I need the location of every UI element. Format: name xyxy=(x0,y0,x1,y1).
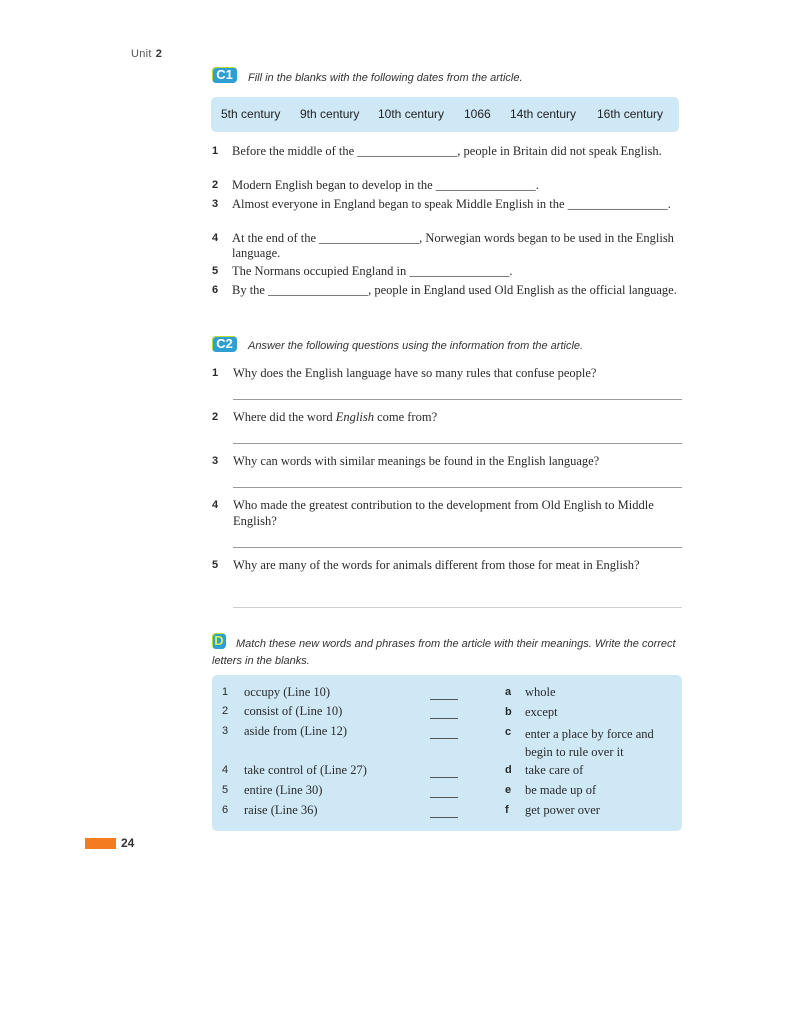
answer-blank-1[interactable] xyxy=(430,699,458,700)
item-text: The Normans occupied England in ________________. xyxy=(232,264,513,278)
c1-item-5 xyxy=(212,264,680,279)
c2-question-3 xyxy=(212,453,682,469)
unit-label: Unit 2 xyxy=(131,48,163,60)
c2-question-4 xyxy=(212,497,682,529)
item-number: 4 xyxy=(212,232,219,244)
word-number: 6 xyxy=(222,804,229,816)
meaning-text: whole xyxy=(525,685,556,699)
section-c2-badge: C2 xyxy=(212,336,237,352)
item-number: 2 xyxy=(212,179,219,191)
meaning-text: take care of xyxy=(525,763,584,777)
meaning-text: except xyxy=(525,705,558,719)
c1-item-4 xyxy=(212,231,680,261)
word-bank-item: 1066 xyxy=(464,107,491,121)
word-number: 2 xyxy=(222,705,229,717)
item-number: 2 xyxy=(212,411,219,423)
page-number: 24 xyxy=(121,836,135,850)
meaning-letter: e xyxy=(505,784,512,796)
item-number: 3 xyxy=(212,455,219,467)
page-accent-bar xyxy=(85,838,116,849)
item-text: At the end of the ________________, Norwegian words began to be used in the English language. xyxy=(232,231,674,260)
item-number: 1 xyxy=(212,367,219,379)
answer-blank-6[interactable] xyxy=(430,817,458,818)
answer-line-5[interactable] xyxy=(233,607,682,608)
question-text: Why does the English language have so many rules that confuse people? xyxy=(233,366,597,380)
answer-line-2[interactable] xyxy=(233,443,682,444)
word-number: 3 xyxy=(222,725,229,737)
item-number: 4 xyxy=(212,499,219,511)
meaning-letter: d xyxy=(505,764,512,776)
item-number: 3 xyxy=(212,198,219,210)
meaning-letter: c xyxy=(505,726,512,738)
item-text: Almost everyone in England began to speak Middle English in the ________________. xyxy=(232,197,671,211)
meaning-letter: a xyxy=(505,686,512,698)
c2-question-5 xyxy=(212,557,682,573)
question-text: Why can words with similar meanings be found in the English language? xyxy=(233,454,600,468)
c1-item-6 xyxy=(212,283,680,298)
answer-blank-5[interactable] xyxy=(430,797,458,798)
word-bank-item: 9th century xyxy=(300,107,360,121)
item-number: 5 xyxy=(212,265,219,277)
word-text: consist of (Line 10) xyxy=(244,704,343,718)
word-text: take control of (Line 27) xyxy=(244,763,367,777)
answer-line-3[interactable] xyxy=(233,487,682,488)
answer-blank-3[interactable] xyxy=(430,738,458,739)
question-text: Why are many of the words for animals different from those for meat in English? xyxy=(233,558,640,572)
item-number: 5 xyxy=(212,559,219,571)
meaning-letter: b xyxy=(505,706,512,718)
word-bank-item: 14th century xyxy=(510,107,577,121)
item-number: 1 xyxy=(212,145,219,157)
meaning-text: get power over xyxy=(525,803,600,817)
word-text: raise (Line 36) xyxy=(244,803,318,817)
matching-box xyxy=(212,675,682,831)
item-text: By the ________________, people in England used Old English as the official language. xyxy=(232,283,677,297)
item-number: 6 xyxy=(212,284,219,296)
c2-instruction: Answer the following questions using the information from the article. xyxy=(248,340,584,352)
meaning-letter: f xyxy=(505,804,509,816)
word-number: 5 xyxy=(222,784,229,796)
c2-question-2 xyxy=(212,409,682,425)
word-number: 1 xyxy=(222,686,229,698)
item-text: Modern English began to develop in the ________________. xyxy=(232,178,539,192)
word-number: 4 xyxy=(222,764,229,776)
answer-line-4[interactable] xyxy=(233,547,682,548)
question-text: Where did the word English come from? xyxy=(233,410,438,424)
answer-line-1[interactable] xyxy=(233,399,682,400)
word-bank-item: 10th century xyxy=(378,107,445,121)
word-text: occupy (Line 10) xyxy=(244,685,331,699)
word-bank-item: 16th century xyxy=(597,107,664,121)
item-text: Before the middle of the ________________, people in Britain did not speak English. xyxy=(232,144,662,158)
question-text: Who made the greatest contribution to the development from Old English to Middle English? xyxy=(233,498,654,528)
answer-blank-2[interactable] xyxy=(430,718,458,719)
d-instruction: Match these new words and phrases from the article with their meanings. Write the correct letters in the blanks. xyxy=(212,638,676,667)
meaning-text: be made up of xyxy=(525,783,597,797)
word-text: entire (Line 30) xyxy=(244,783,323,797)
c2-question-1 xyxy=(212,365,682,381)
word-bank xyxy=(211,97,679,132)
word-text: aside from (Line 12) xyxy=(244,724,348,738)
c1-item-1 xyxy=(212,144,680,159)
section-d-badge: D xyxy=(212,633,226,649)
c1-item-2 xyxy=(212,178,680,193)
c1-instruction: Fill in the blanks with the following dates from the article. xyxy=(248,72,523,84)
meaning-text: enter a place by force and begin to rule over it xyxy=(525,727,654,759)
word-bank-item: 5th century xyxy=(221,107,281,121)
section-c1-badge: C1 xyxy=(212,67,237,83)
c1-item-3 xyxy=(212,197,680,212)
answer-blank-4[interactable] xyxy=(430,777,458,778)
